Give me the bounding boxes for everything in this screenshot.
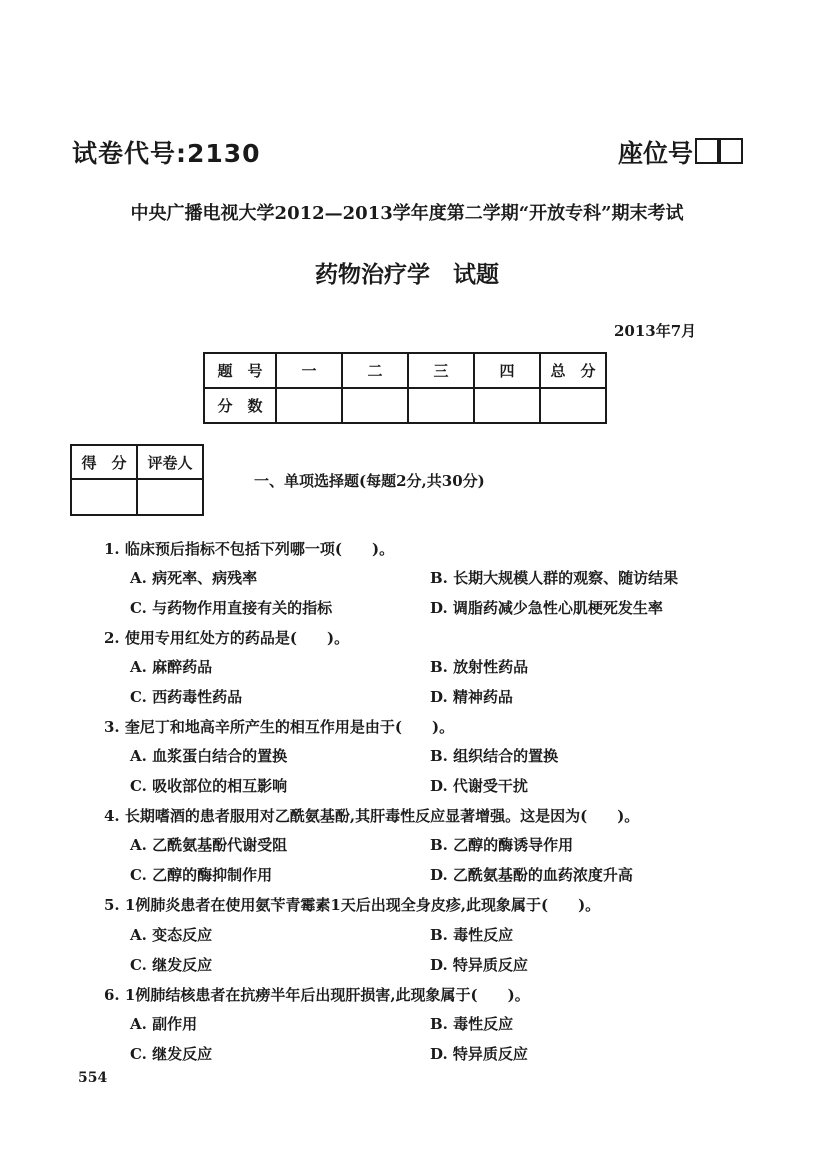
option-b[interactable]: B. 组织结合的置换 xyxy=(430,747,559,765)
option-b[interactable]: B. 乙醇的酶诱导作用 xyxy=(430,836,574,854)
score-table-cell: 一 xyxy=(276,353,342,388)
score-table-header-row xyxy=(204,353,606,388)
score-table-cell: 三 xyxy=(408,353,474,388)
option-a[interactable]: A. 副作用 xyxy=(130,1015,198,1033)
option-c[interactable]: C. 乙醇的酶抑制作用 xyxy=(130,866,273,884)
score-table-cell: 分 数 xyxy=(204,388,276,423)
option-a[interactable]: A. 病死率、病残率 xyxy=(130,569,258,587)
option-a[interactable]: A. 变态反应 xyxy=(130,926,213,944)
seat-number-box-2[interactable] xyxy=(719,138,743,164)
seat-number-label: 座位号 xyxy=(618,139,694,168)
score-table-cell: 总 分 xyxy=(540,353,606,388)
option-d[interactable]: D. 乙酰氨基酚的血药浓度升高 xyxy=(430,866,633,884)
question-stem: 5. 1例肺炎患者在使用氨苄青霉素1天后出现全身皮疹,此现象属于( )。 xyxy=(104,896,601,914)
score-entry-cell[interactable] xyxy=(342,388,408,423)
score-entry-cell[interactable] xyxy=(276,388,342,423)
option-c[interactable]: C. 西药毒性药品 xyxy=(130,688,243,706)
option-d[interactable]: D. 调脂药减少急性心肌梗死发生率 xyxy=(430,599,663,617)
exam-code-label: 试卷代号:2130 xyxy=(72,139,261,168)
score-table-score-row xyxy=(204,388,606,423)
grader-table-header-row xyxy=(71,445,203,479)
score-table-cell: 二 xyxy=(342,353,408,388)
question-stem: 3. 奎尼丁和地高辛所产生的相互作用是由于( )。 xyxy=(104,718,455,736)
option-c[interactable]: C. 与药物作用直接有关的指标 xyxy=(130,599,333,617)
grader-table-entry-row xyxy=(71,479,203,515)
question-stem: 2. 使用专用红处方的药品是( )。 xyxy=(104,629,350,647)
option-a[interactable]: A. 血浆蛋白结合的置换 xyxy=(130,747,288,765)
exam-date: 2013年7月 xyxy=(614,322,697,340)
score-table-cell: 四 xyxy=(474,353,540,388)
page-number: 554 xyxy=(78,1070,108,1086)
option-d[interactable]: D. 特异质反应 xyxy=(430,956,528,974)
subject-title: 药物治疗学 试题 xyxy=(315,262,499,288)
option-d[interactable]: D. 特异质反应 xyxy=(430,1045,528,1063)
option-b[interactable]: B. 放射性药品 xyxy=(430,658,529,676)
option-b[interactable]: B. 毒性反应 xyxy=(430,926,514,944)
option-d[interactable]: D. 代谢受干扰 xyxy=(430,777,528,795)
option-c[interactable]: C. 继发反应 xyxy=(130,1045,213,1063)
question-stem: 6. 1例肺结核患者在抗痨半年后出现肝损害,此现象属于( )。 xyxy=(104,986,530,1004)
grader-table xyxy=(70,444,204,516)
score-entry-cell[interactable] xyxy=(408,388,474,423)
question-stem: 4. 长期嗜酒的患者服用对乙酰氨基酚,其肝毒性反应显著增强。这是因为( )。 xyxy=(104,807,640,825)
option-c[interactable]: C. 继发反应 xyxy=(130,956,213,974)
option-b[interactable]: B. 毒性反应 xyxy=(430,1015,514,1033)
grader-score-entry-cell[interactable] xyxy=(71,479,137,515)
grader-name-entry-cell[interactable] xyxy=(137,479,203,515)
section-title: 一、单项选择题(每题2分,共30分) xyxy=(254,472,485,490)
option-d[interactable]: D. 精神药品 xyxy=(430,688,513,706)
score-table-cell: 题 号 xyxy=(204,353,276,388)
question-stem: 1. 临床预后指标不包括下列哪一项( )。 xyxy=(104,540,395,558)
grader-table-cell: 得 分 xyxy=(71,445,137,479)
seat-number-box-1[interactable] xyxy=(695,138,719,164)
exam-name: 中央广播电视大学2012—2013学年度第二学期“开放专科”期末考试 xyxy=(130,203,684,224)
score-table xyxy=(203,352,607,424)
score-entry-cell[interactable] xyxy=(540,388,606,423)
option-b[interactable]: B. 长期大规模人群的观察、随访结果 xyxy=(430,569,679,587)
score-entry-cell[interactable] xyxy=(474,388,540,423)
option-a[interactable]: A. 麻醉药品 xyxy=(130,658,213,676)
option-a[interactable]: A. 乙酰氨基酚代谢受阻 xyxy=(130,836,288,854)
grader-table-cell: 评卷人 xyxy=(137,445,203,479)
option-c[interactable]: C. 吸收部位的相互影响 xyxy=(130,777,288,795)
